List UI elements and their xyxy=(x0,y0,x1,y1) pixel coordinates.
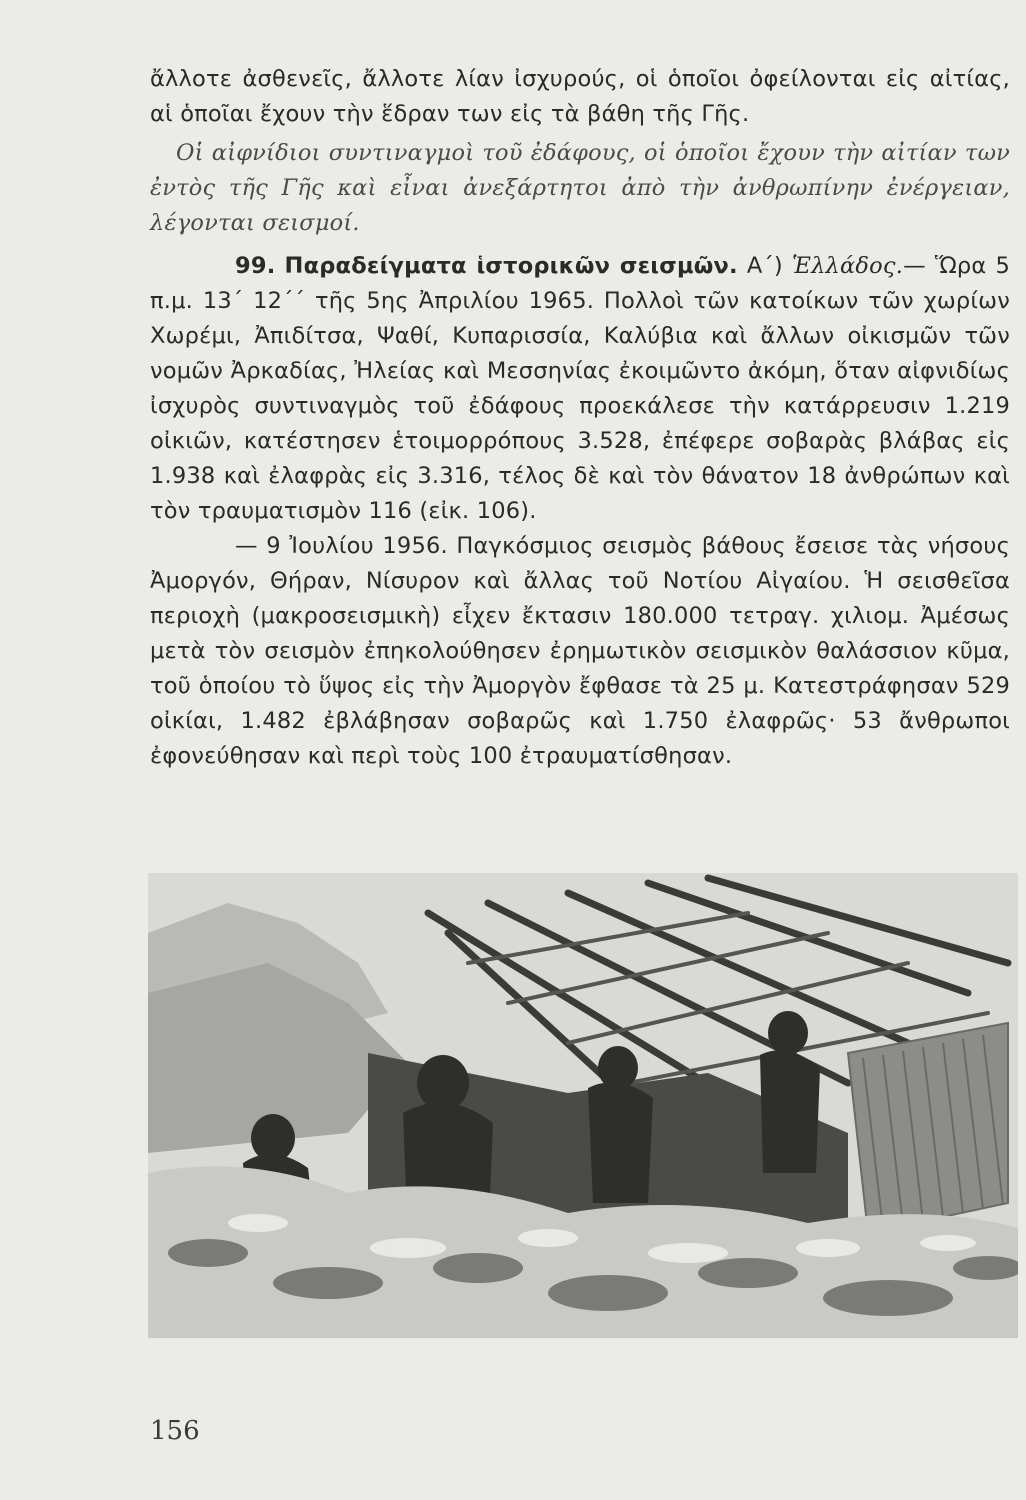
page-number: 156 xyxy=(150,1416,200,1446)
paragraph-continuation: ἄλλοτε ἀσθενεῖς, ἄλλοτε λίαν ἰσχυρούς, οἱ ὁποῖοι ὀφείλονται εἰς αἰτίας, αἱ ὁποῖαι ἔχουν τὴν ἕδραν των εἰς τὰ βάθη τῆς Γῆς. xyxy=(150,66,1010,127)
body-text xyxy=(150,62,1010,774)
event-1965-text: — Ὥρα 5 π.μ. 13΄ 12΄΄ τῆς 5ης Ἀπριλίου 1965. Πολλοὶ τῶν κατοίκων τῶν χωρίων Χωρέμι, Ἀπιδίτσα, Ψαθί, Κυπαρισσία, Καλύβια καὶ ἄλλων οἰκισμῶν τῶν νομῶν Ἀρκαδίας, Ἠλείας καὶ Μεσσηνίας ἐκοιμῶντο ἀκόμη, ὅταν αἰφνιδίως ἰσχυρὸς συντιναγμὸς τοῦ ἐδάφους προεκάλεσε τὴν κατάρρευσιν 1.219 οἰκιῶν, κατέστησεν ἑτοιμορρόπους 3.528, ἐπέφερε σοβαρὰς βλάβας εἰς 1.938 καὶ ἐλαφρὰς εἰς 3.316, τέλος δὲ καὶ τὸν θάνατον 18 ἀνθρώπων καὶ τὸν τραυματισμὸν 116 (εἰκ. 106). xyxy=(150,253,1011,524)
earthquake-definition: Οἱ αἰφνίδιοι συντιναγμοὶ τοῦ ἐδάφους, οἱ ὁποῖοι ἔχουν τὴν αἰτίαν των ἐντὸς τῆς Γῆς καὶ εἶναι ἀνεξάρτητοι ἀπὸ τὴν ἀνθρωπίνην ἐνέργειαν, λέγονται σεισμοί. xyxy=(150,140,1010,236)
earthquake-ruins-photo xyxy=(148,873,1018,1338)
section-subdivision: Α΄) xyxy=(746,253,783,279)
ruins-photo-graphic xyxy=(148,873,1018,1338)
section-heading: Παραδείγματα ἱστορικῶν σεισμῶν. xyxy=(284,253,738,279)
section-country: Ἑλλάδος. xyxy=(791,253,904,279)
section-number: 99. xyxy=(235,253,276,279)
event-1956-text: — 9 Ἰουλίου 1956. Παγκόσμιος σεισμὸς βάθους ἔσεισε τὰς νήσους Ἀμοργόν, Θήραν, Νίσυρον καὶ ἄλλας τοῦ Νοτίου Αἰγαίου. Ἡ σεισθεῖσα περιοχὴ (μακροσεισμικὴ) εἶχεν ἔκτασιν 180.000 τετραγ. χιλιομ. Ἀμέσως μετὰ τὸν σεισμὸν ἐπηκολούθησεν ἐρημωτικὸν σεισμικὸν θαλάσσιον κῦμα, τοῦ ὁποίου τὸ ὕψος εἰς τὴν Ἀμοργὸν ἔφθασε τὰ 25 μ. Κατεστράφησαν 529 οἰκίαι, 1.482 ἐβλάβησαν σοβαρῶς καὶ 1.750 ἐλαφρῶς· 53 ἄνθρωποι ἐφονεύθησαν καὶ περὶ τοὺς 100 ἐτραυματίσθησαν. xyxy=(150,533,1010,769)
section-99 xyxy=(150,249,1010,529)
